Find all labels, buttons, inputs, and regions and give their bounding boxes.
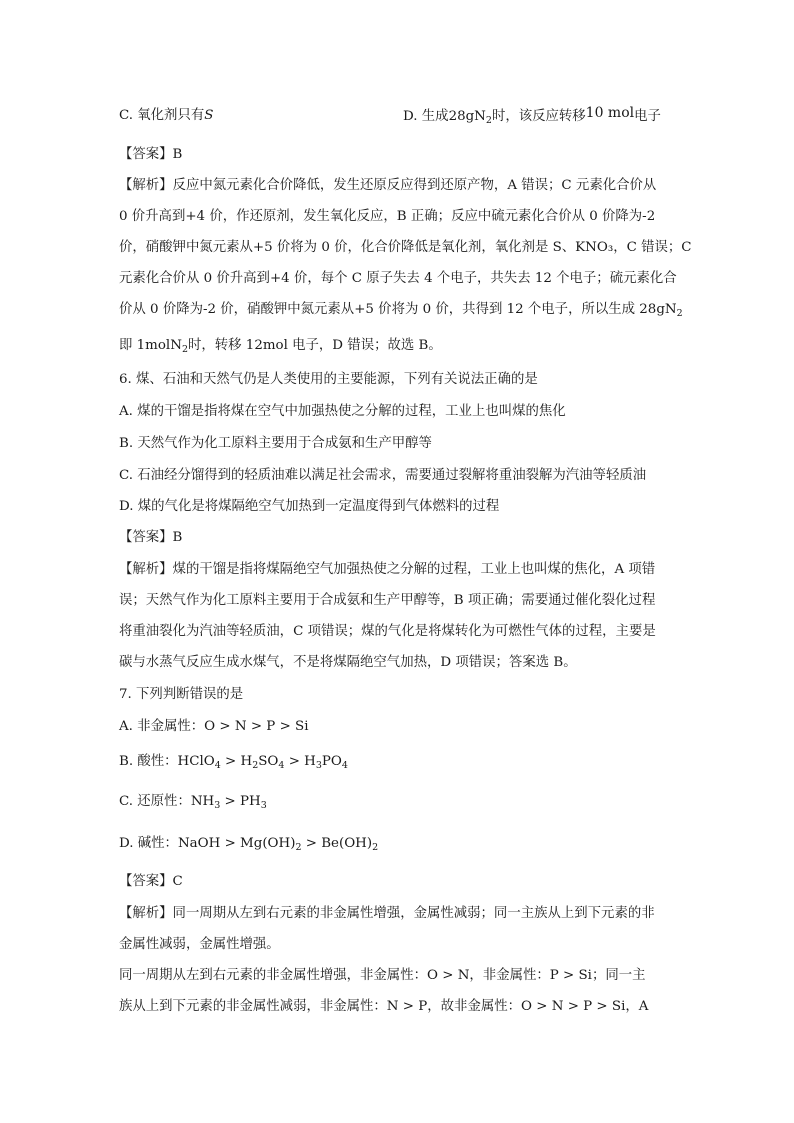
q7-option-c (119, 792, 267, 812)
q6-answer: 【答案】B (119, 530, 183, 545)
q7-option-d-label: D. 碱性： (119, 836, 178, 851)
q5-option-d (403, 106, 661, 127)
q5-option-c-text: C. 氧化剂只有 (119, 108, 205, 123)
q7-option-d (119, 834, 378, 854)
q5-analysis-line-3: 价，硝酸钾中氮元素从+5 价将为 0 价，化合价降低是氧化剂，氧化剂是 S、KNO₃，C 错误；C (119, 240, 692, 255)
q5-analysis-line-1: 【解析】反应中氮元素化合价降低，发生还原反应得到还原产物，A 错误；C 元素化合价从 (119, 178, 657, 193)
q5-analysis-line-4: 元素化合价从 0 价升高到+4 价，每个 C 原子失去 4 个电子，共失去 12 个电子；硫元素化合 (119, 271, 677, 286)
q5-option-d-value: 10 mol (585, 105, 635, 121)
q7-option-a-expr: O > N > P > Si (204, 719, 309, 734)
q6-analysis-line-1: 【解析】煤的干馏是指将煤隔绝空气加强热使之分解的过程，工业上也叫煤的焦化，A 项错 (119, 562, 656, 577)
q5-option-d-amount: 28gN (448, 109, 486, 124)
q6-analysis-line-4: 碳与水蒸气反应生成水煤气，不是将煤隔绝空气加热，D 项错误；答案选 B。 (119, 655, 577, 670)
q5-option-c-symbol: S (204, 108, 214, 123)
q6-option-b: B. 天然气作为化工原料主要用于合成氨和生产甲醇等 (119, 436, 432, 451)
q5-analysis-line-5-sub: 2 (676, 308, 683, 319)
q6-option-c: C. 石油经分馏得到的轻质油难以满足社会需求，需要通过裂解将重油裂解为汽油等轻质油 (119, 468, 647, 483)
q7-analysis-line-2: 金属性减弱，金属性增强。 (119, 937, 280, 952)
q5-analysis-line-5-text: 价从 0 价降为-2 价，硝酸钾中氮元素从+5 价将为 0 价，共得到 12 个电子，所以生成 28gN (119, 302, 677, 317)
q5-analysis-line-5 (119, 300, 683, 320)
q7-option-b-expr: HClO$_4$ > $H_2SO_4 > H_3PO_4$ (177, 754, 348, 771)
q7-option-c-expr: $NH_3 > PH_3$ (190, 794, 267, 811)
q7-answer: 【答案】C (119, 874, 183, 889)
q6-option-a: A. 煤的干馏是指将煤在空气中加强热使之分解的过程，工业上也叫煤的焦化 (119, 404, 566, 419)
q7-option-a-label: A. 非金属性： (119, 719, 205, 734)
q7-option-b-label: B. 酸性： (119, 754, 178, 769)
q6-analysis-line-2: 误；天然气作为化工原料主要用于合成氨和生产甲醇等，B 项正确；需要通过催化裂化过程 (119, 593, 656, 608)
q5-analysis-line-6-sub: 2 (181, 344, 188, 355)
q6-option-d: D. 煤的气化是将煤隔绝空气加热到一定温度得到气体燃料的过程 (119, 499, 500, 514)
q7-analysis-line-4: 族从上到下元素的非金属性减弱，非金属性：N > P，故非金属性：O > N > P > Si，A (119, 999, 649, 1014)
q7-option-c-label: C. 还原性： (119, 794, 191, 809)
q5-option-d-sub: 2 (485, 115, 492, 126)
q6-analysis-line-3: 将重油裂化为汽油等轻质油，C 项错误；煤的气化是将煤转化为可燃性气体的过程，主要是 (119, 624, 656, 639)
q5-option-c (119, 106, 213, 126)
q7-analysis-line-3: 同一周期从左到右元素的非金属性增强，非金属性：O > N，非金属性：P > Si；同一主 (119, 968, 646, 983)
q7-option-b (119, 752, 348, 772)
q7-option-d-expr: NaOH > $Mg(OH)_2 > Be(OH)_2$ (177, 836, 379, 853)
q5-analysis-line-6-text: 即 1molN (119, 338, 182, 353)
q5-analysis-line-6-suffix: 时，转移 12mol 电子，D 错误；故选 B。 (187, 338, 442, 353)
q5-option-d-mid: 时，该反应转移 (491, 109, 586, 124)
q7-stem: 7. 下列判断错误的是 (119, 687, 244, 702)
q7-option-a (119, 717, 309, 737)
q5-option-d-text: D. 生成 (403, 109, 449, 124)
q6-stem: 6. 煤、石油和天然气仍是人类使用的主要能源，下列有关说法正确的是 (119, 372, 538, 387)
q7-analysis-line-1: 【解析】同一周期从左到右元素的非金属性增强，金属性减弱；同一主族从上到下元素的非 (119, 906, 655, 921)
q5-answer: 【答案】B (119, 147, 183, 162)
q5-analysis-line-2: 0 价升高到+4 价，作还原剂，发生氧化反应，B 正确；反应中硫元素化合价从 0 价降为-2 (119, 209, 656, 224)
q5-option-d-suffix: 电子 (634, 109, 661, 124)
q5-analysis-line-6 (119, 336, 442, 356)
